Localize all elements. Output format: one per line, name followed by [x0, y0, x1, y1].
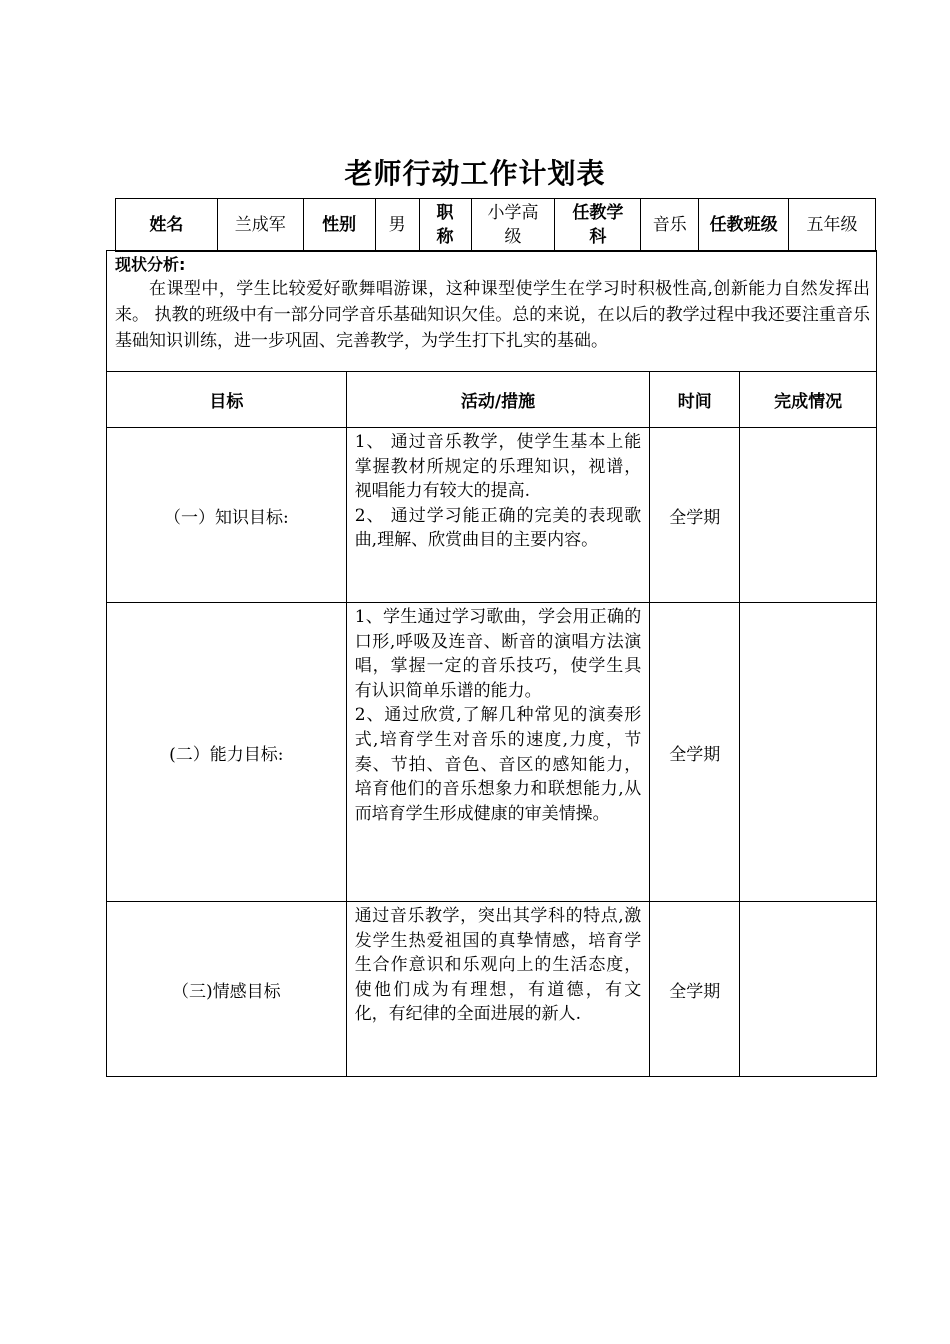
- status-cell: [740, 902, 877, 1077]
- title-label: [419, 199, 471, 252]
- name-value: 兰成军: [217, 199, 303, 252]
- table-row: [107, 902, 877, 1077]
- title-label-line-1: 职: [436, 203, 454, 223]
- plan-table: [106, 371, 877, 1077]
- class-label: 任教班级: [699, 199, 789, 252]
- header-time: 时间: [650, 372, 740, 428]
- time-cell: 全学期: [650, 902, 740, 1077]
- page-title: 老师行动工作计划表: [344, 157, 606, 190]
- subject-label-line-2: 科: [589, 227, 607, 247]
- header-status: 完成情况: [740, 372, 877, 428]
- goal-cell: （一）知识目标:: [107, 428, 347, 603]
- name-label: 姓名: [116, 199, 218, 252]
- title-label-line-2: 称: [436, 227, 454, 247]
- title-value: [471, 199, 555, 252]
- plan-header-row: [107, 372, 877, 428]
- activity-item: 通过音乐教学，突出其学科的特点,激发学生热爱祖国的真挚情感，培育学生合作意识和乐观向上的生活态度，使他们成为有理想，有道德，有文化，有纪律的全面进展的新人.: [354, 906, 642, 1025]
- time-cell: 全学期: [650, 603, 740, 902]
- status-cell: [740, 603, 877, 902]
- teacher-info-row: [116, 199, 876, 252]
- title-value-line-1: 小学高: [487, 203, 539, 223]
- situation-analysis: [106, 250, 877, 372]
- teacher-info-table: [115, 198, 876, 252]
- activity-cell: [346, 902, 650, 1077]
- header-goal: 目标: [107, 372, 347, 428]
- activity-item: 1、 通过音乐教学，使学生基本上能掌握教材所规定的乐理知识，视谱，视唱能力有较大的提高.: [354, 432, 642, 502]
- table-row: [107, 428, 877, 603]
- goal-cell: (二）能力目标:: [107, 603, 347, 902]
- activity-item: 1、学生通过学习歌曲，学会用正确的口形,呼吸及连音、断音的演唱方法演唱，掌握一定的音乐技巧，使学生具有认识简单乐谱的能力。: [354, 607, 642, 701]
- time-cell: 全学期: [650, 428, 740, 603]
- status-cell: [740, 428, 877, 603]
- analysis-label: 现状分析:: [115, 255, 186, 274]
- activity-cell: [346, 428, 650, 603]
- gender-label: 性别: [303, 199, 375, 252]
- activity-item: 2、 通过学习能正确的完美的表现歌曲,理解、欣赏曲目的主要内容。: [354, 505, 642, 551]
- activity-cell: [346, 603, 650, 902]
- class-value: 五年级: [789, 199, 876, 252]
- title-value-line-2: 级: [504, 227, 522, 247]
- analysis-text: 在课型中，学生比较爱好歌舞唱游课，这种课型使学生在学习时积极性高,创新能力自然发挥出来。 执教的班级中有一部分同学音乐基础知识欠佳。总的来说，在以后的教学过程中我还要注重音乐基础知识训练，进一步巩固、完善教学，为学生打下扎实的基础。: [115, 279, 870, 351]
- goal-cell: （三)情感目标: [107, 902, 347, 1077]
- subject-label-line-1: 任教学: [572, 203, 624, 223]
- table-row: [107, 603, 877, 902]
- gender-value: 男: [375, 199, 419, 252]
- subject-value: 音乐: [641, 199, 699, 252]
- activity-item: 2、通过欣赏,了解几种常见的演奏形式,培育学生对音乐的速度,力度，节奏、节拍、音色、音区的感知能力，培育他们的音乐想象力和联想能力,从而培育学生形成健康的审美情操。: [354, 705, 642, 824]
- subject-label: [555, 199, 641, 252]
- header-activity: 活动/措施: [346, 372, 650, 428]
